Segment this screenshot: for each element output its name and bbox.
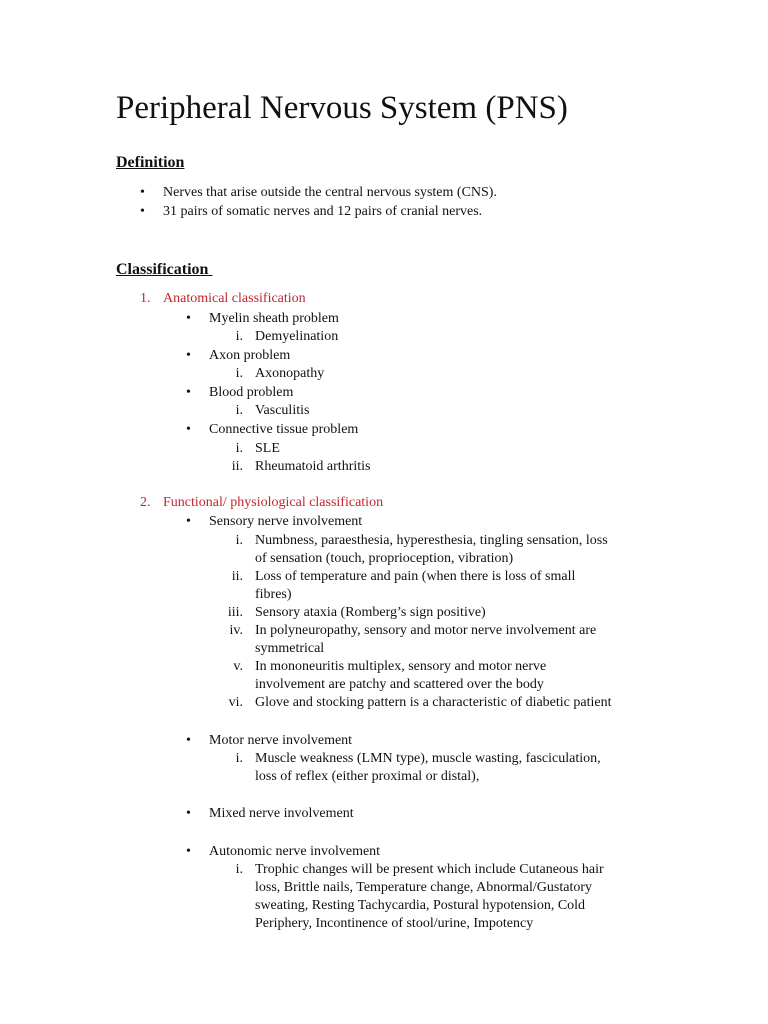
- section-1-number: 1.: [140, 291, 151, 306]
- list-item: Myelin sheath problem: [209, 311, 339, 326]
- sub-list-item: Numbness, paraesthesia, hyperesthesia, tingling sensation, loss: [255, 533, 608, 548]
- sub-list-marker: i.: [235, 862, 243, 877]
- sub-list-item: In polyneuropathy, sensory and motor nerve involvement are: [255, 623, 597, 638]
- sub-list-marker: i.: [235, 329, 243, 344]
- definition-heading: Definition: [116, 154, 185, 171]
- sub-list-item: In mononeuritis multiplex, sensory and motor nerve: [255, 659, 547, 674]
- sub-list-item: Loss of temperature and pain (when there is loss of small: [255, 569, 576, 584]
- sub-list-marker: i.: [235, 751, 243, 766]
- sub-list-item-continued: involvement are patchy and scattered over the body: [255, 677, 544, 692]
- sub-list-marker: i.: [235, 403, 243, 418]
- sub-list-item-continued: Periphery, Incontinence of stool/urine, Impotency: [255, 916, 534, 931]
- sub-list-marker: v.: [233, 659, 243, 674]
- list-item: Connective tissue problem: [209, 422, 359, 437]
- sub-list-item-continued: loss of reflex (either proximal or distal),: [255, 769, 480, 784]
- sub-list-item-continued: fibres): [255, 587, 292, 602]
- section-2-number: 2.: [140, 495, 151, 510]
- sub-list-marker: ii.: [231, 569, 243, 584]
- bullet-dot: •: [186, 348, 191, 363]
- sub-list-item: SLE: [255, 441, 280, 456]
- section-1-title: Anatomical classification: [163, 291, 306, 306]
- bullet-dot: •: [186, 733, 191, 748]
- bullet-dot: •: [186, 844, 191, 859]
- list-item-motor: Motor nerve involvement: [209, 733, 353, 748]
- sub-list-marker: i.: [235, 366, 243, 381]
- bullet-dot: •: [140, 185, 145, 200]
- bullet-dot: •: [140, 204, 145, 219]
- bullet-dot: •: [186, 311, 191, 326]
- bullet-dot: •: [186, 422, 191, 437]
- definition-bullet-2: 31 pairs of somatic nerves and 12 pairs of cranial nerves.: [163, 204, 483, 219]
- sub-list-item-continued: loss, Brittle nails, Temperature change, Abnormal/Gustatory: [255, 880, 593, 895]
- sub-list-item-continued: of sensation (touch, proprioception, vibration): [255, 551, 514, 566]
- bullet-dot: •: [186, 806, 191, 821]
- sub-list-item: Sensory ataxia (Romberg’s sign positive): [255, 605, 486, 620]
- sub-list-marker: i.: [235, 441, 243, 456]
- list-item: Blood problem: [209, 385, 294, 400]
- list-item: Axon problem: [209, 348, 291, 363]
- classification-heading: Classification: [116, 261, 213, 278]
- list-item-sensory: Sensory nerve involvement: [209, 514, 363, 529]
- sub-list-marker: iv.: [229, 623, 243, 638]
- sub-list-marker: ii.: [231, 459, 243, 474]
- page-title: Peripheral Nervous System (PNS): [116, 90, 568, 126]
- definition-bullet-1: Nerves that arise outside the central nervous system (CNS).: [163, 185, 497, 200]
- sub-list-marker: iii.: [227, 605, 243, 620]
- sub-list-item: Axonopathy: [255, 366, 325, 381]
- sub-list-item: Rheumatoid arthritis: [255, 459, 371, 474]
- sub-list-marker: vi.: [228, 695, 243, 710]
- sub-list-item-continued: sweating, Resting Tachycardia, Postural hypotension, Cold: [255, 898, 586, 913]
- list-item-autonomic: Autonomic nerve involvement: [209, 844, 381, 859]
- bullet-dot: •: [186, 514, 191, 529]
- sub-list-marker: i.: [235, 533, 243, 548]
- bullet-dot: •: [186, 385, 191, 400]
- section-2-title: Functional/ physiological classification: [163, 495, 384, 510]
- sub-list-item: Muscle weakness (LMN type), muscle wasting, fasciculation,: [255, 751, 601, 766]
- sub-list-item-continued: symmetrical: [255, 641, 325, 656]
- sub-list-item: Glove and stocking pattern is a characteristic of diabetic patient: [255, 695, 612, 710]
- sub-list-item: Vasculitis: [255, 403, 310, 418]
- list-item-mixed: Mixed nerve involvement: [209, 806, 354, 821]
- sub-list-item: Trophic changes will be present which include Cutaneous hair: [255, 862, 604, 877]
- sub-list-item: Demyelination: [255, 329, 339, 344]
